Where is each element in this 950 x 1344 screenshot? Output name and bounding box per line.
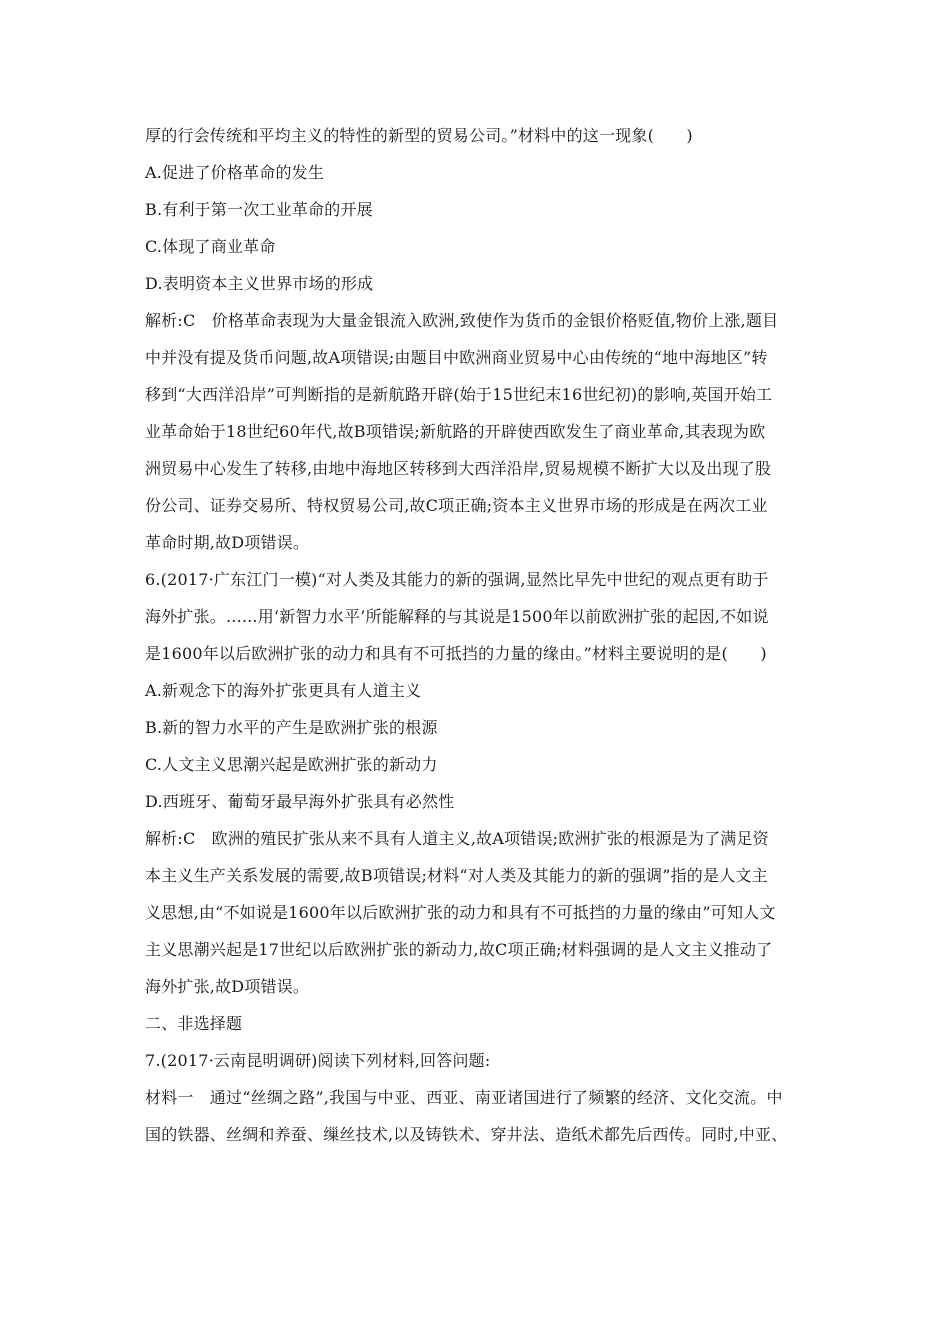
section-heading: 二、非选择题	[145, 1014, 243, 1033]
option-line: C.人文主义思潮兴起是欧洲扩张的新动力	[145, 755, 438, 774]
analysis-line: 份公司、证券交易所、特权贸易公司,故C项正确;资本主义世界市场的形成是在两次工业	[145, 496, 768, 515]
question-line: 海外扩张。......用‘新智力水平’所能解释的与其说是1500年以前欧洲扩张的起因,不如说	[145, 607, 769, 626]
material-line: 材料一 通过“丝绸之路”,我国与中亚、西亚、南亚诸国进行了频繁的经济、文化交流。中	[145, 1088, 783, 1107]
analysis-line: 海外扩张,故D项错误。	[145, 977, 310, 996]
analysis-line: 革命时期,故D项错误。	[145, 533, 310, 552]
analysis-line: 义思想,由“不如说是1600年以后欧洲扩张的动力和具有不可抵挡的力量的缘由”可知人文	[145, 903, 776, 922]
option-line: D.西班牙、葡萄牙最早海外扩张具有必然性	[145, 792, 455, 811]
text-line: 厚的行会传统和平均主义的特性的新型的贸易公司。”材料中的这一现象( )	[145, 126, 693, 145]
option-line: B.有利于第一次工业革命的开展	[145, 200, 373, 219]
option-line: A.新观念下的海外扩张更具有人道主义	[145, 681, 422, 700]
material-line: 国的铁器、丝绸和养蚕、缫丝技术,以及铸铁术、穿井法、造纸术都先后西传。同时,中亚、	[145, 1125, 788, 1144]
analysis-line: 本主义生产关系发展的需要,故B项错误;材料“对人类及其能力的新的强调”指的是人文主	[145, 866, 768, 885]
question-line: 是1600年以后欧洲扩张的动力和具有不可抵挡的力量的缘由。”材料主要说明的是( )	[145, 644, 767, 663]
question-line: 6.(2017·广东江门一模)“对人类及其能力的新的强调,显然比早先中世纪的观点更有助于	[145, 570, 769, 589]
option-line: A.促进了价格革命的发生	[145, 163, 325, 182]
analysis-line: 解析:C 价格革命表现为大量金银流入欧洲,致使作为货币的金银价格贬值,物价上涨,题目	[145, 311, 779, 330]
analysis-line: 解析:C 欧洲的殖民扩张从来不具有人道主义,故A项错误;欧洲扩张的根源是为了满足资	[145, 829, 769, 848]
analysis-line: 主义思潮兴起是17世纪以后欧洲扩张的新动力,故C项正确;材料强调的是人文主义推动了	[145, 940, 773, 959]
analysis-line: 中并没有提及货币问题,故A项错误;由题目中欧洲商业贸易中心由传统的“地中海地区”转	[145, 348, 768, 367]
option-line: C.体现了商业革命	[145, 237, 276, 256]
analysis-line: 业革命始于18世纪60年代,故B项错误;新航路的开辟使西欧发生了商业革命,其表现为欧	[145, 422, 766, 441]
question-line: 7.(2017·云南昆明调研)阅读下列材料,回答问题:	[145, 1051, 491, 1070]
analysis-line: 洲贸易中心发生了转移,由地中海地区转移到大西洋沿岸,贸易规模不断扩大以及出现了股	[145, 459, 772, 478]
option-line: B.新的智力水平的产生是欧洲扩张的根源	[145, 718, 438, 737]
option-line: D.表明资本主义世界市场的形成	[145, 274, 374, 293]
analysis-line: 移到“大西洋沿岸”可判断指的是新航路开辟(始于15世纪末16世纪初)的影响,英国开始工	[145, 385, 773, 404]
